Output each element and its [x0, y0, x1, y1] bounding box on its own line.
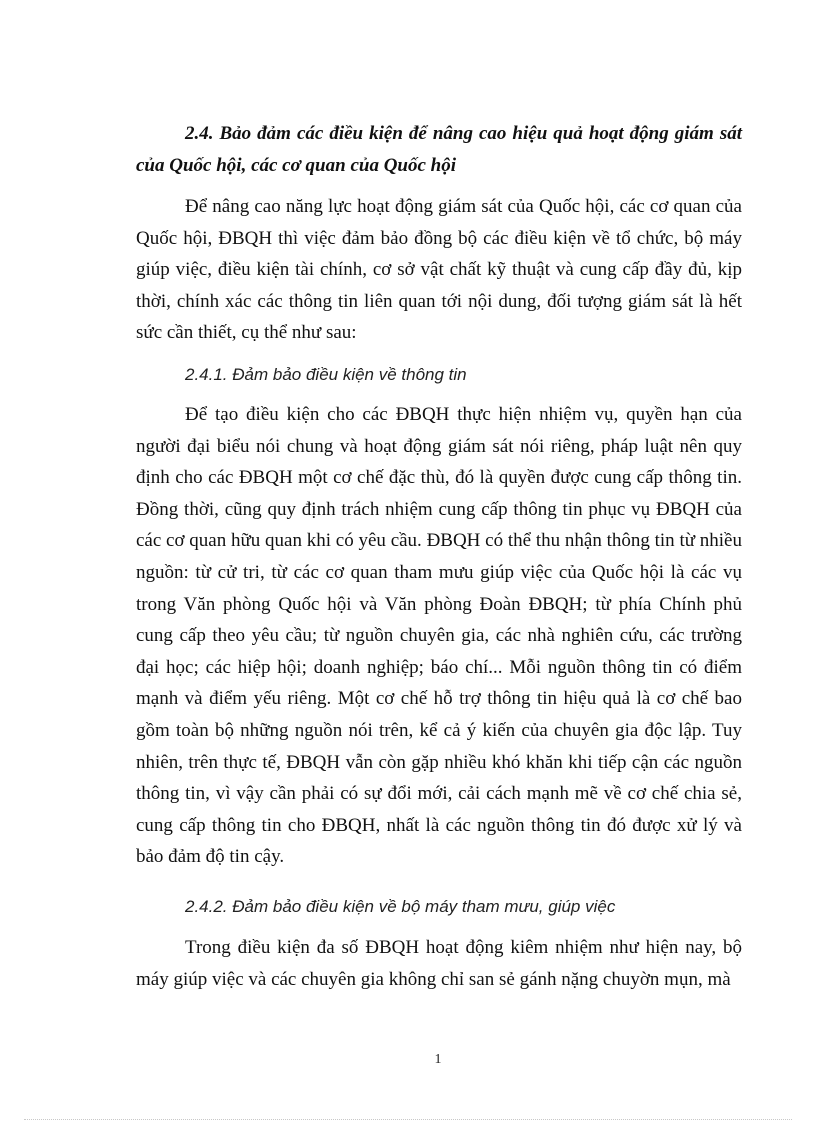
advisory-apparatus-paragraph: Trong điều kiện đa số ĐBQH hoạt động kiêm nhiệm như hiện nay, bộ máy giúp việc và các chuyên gia không chỉ san sẻ gánh nặng chuyờn mụn, mà: [136, 937, 742, 990]
subsection-heading-information: 2.4.1. Đảm bảo điều kiện về thông tin: [185, 365, 467, 384]
page-number: 1: [434, 1052, 442, 1067]
section-heading: 2.4. Bảo đảm các điều kiện để nâng cao hiệu quả hoạt động giám sát của Quốc hội, các cơ quan của Quốc hội: [136, 123, 742, 176]
intro-paragraph: Để nâng cao năng lực hoạt động giám sát của Quốc hội, các cơ quan của Quốc hội, ĐBQH thì việc đảm bảo đồng bộ các điều kiện về tổ chức, bộ máy giúp việc, điều kiện tài chính, cơ sở vật chất kỹ thuật và cung cấp đầy đủ, kịp thời, chính xác các thông tin liên quan tới nội dung, đối tượng giám sát là hết sức cần thiết, cụ thể như sau:: [136, 196, 742, 344]
page-bottom-dotted-divider: [24, 1119, 792, 1120]
information-paragraph: Để tạo điều kiện cho các ĐBQH thực hiện nhiệm vụ, quyền hạn của người đại biểu nói chung và hoạt động giám sát nói riêng, pháp luật nên quy định cho các ĐBQH một cơ chế đặc thù, đó là quyền được cung cấp thông tin. Đồng thời, cũng quy định trách nhiệm cung cấp thông tin phục vụ ĐBQH của các cơ quan hữu quan khi có yêu cầu. ĐBQH có thể thu nhận thông tin từ nhiều nguồn: từ cử tri, từ các cơ quan tham mưu giúp việc của Quốc hội là các vụ trong Văn phòng Quốc hội và Văn phòng Đoàn ĐBQH; từ phía Chính phủ cung cấp theo yêu cầu; từ nguồn chuyên gia, các nhà nghiên cứu, các trường đại học; các hiệp hội; doanh nghiệp; báo chí... Mỗi nguồn thông tin có điểm mạnh và điểm yếu riêng. Một cơ chế hỗ trợ thông tin hiệu quả là cơ chế bao gồm toàn bộ những nguồn nói trên, kể cả ý kiến của chuyên gia độc lập. Tuy nhiên, trên thực tế, ĐBQH vẫn còn gặp nhiều khó khăn khi tiếp cận các nguồn thông tin, vì vậy cần phải có sự đổi mới, cải cách mạnh mẽ về cơ chế chia sẻ, cung cấp thông tin cho ĐBQH, nhất là các nguồn thông tin đó được xử lý và bảo đảm độ tin cậy.: [136, 404, 742, 868]
subsection-heading-advisory-apparatus: 2.4.2. Đảm bảo điều kiện về bộ máy tham mưu, giúp việc: [185, 897, 616, 916]
